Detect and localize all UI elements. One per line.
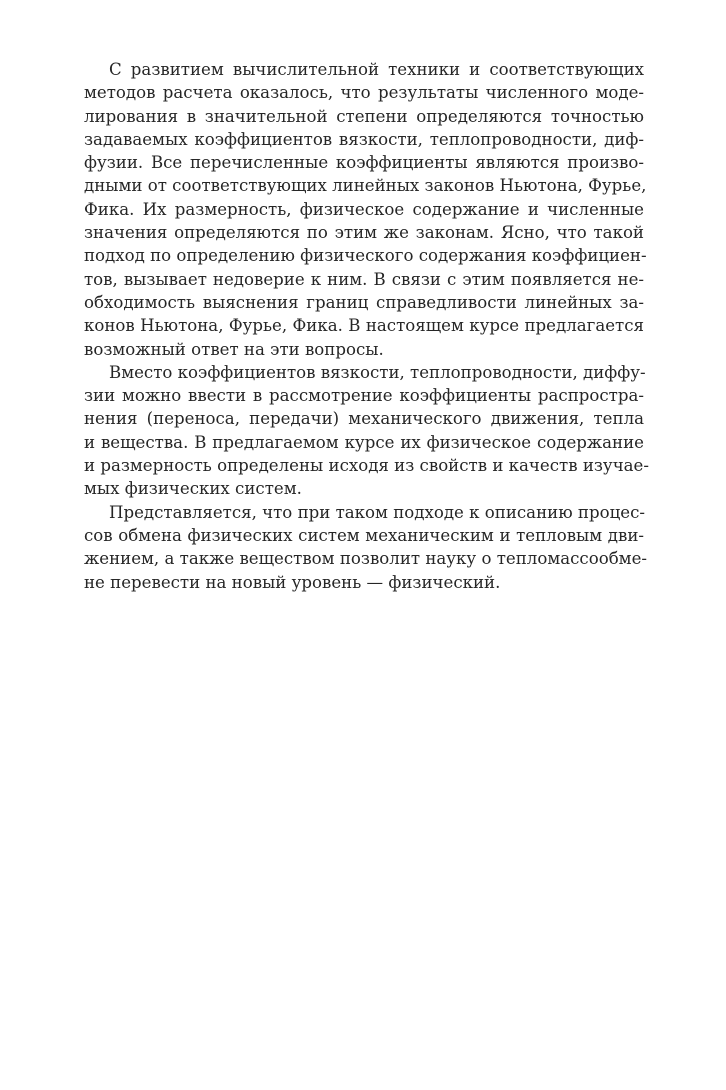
text-line: фузии. Все перечисленные коэффициенты являются произво- [84,153,644,173]
text-line: дными от соответствующих линейных законов Ньютона, Фурье, [84,176,647,196]
text-line: Фика. Их размерность, физическое содержание и численные [84,199,644,219]
text-line: сов обмена физических систем механическим и тепловым дви- [84,525,644,545]
paragraph-2 [84,361,649,501]
text-line: мых физических систем. [84,479,302,499]
text-line: подход по определению физического содержания коэффициен- [84,246,647,266]
text-line: зии можно ввести в рассмотрение коэффициенты распростра- [84,386,644,406]
paragraph-1 [84,58,647,361]
text-line: Вместо коэффициентов вязкости, теплопроводности, диффу- [109,362,646,382]
paragraph-3 [84,501,648,594]
text-line: и размерность определены исходя из свойств и качеств изучае- [84,456,649,476]
text-line: конов Ньютона, Фурье, Фика. В настоящем курсе предлагается [84,316,644,336]
text-line: С развитием вычислительной техники и соответствующих [109,60,644,79]
text-line: Представляется, что при таком подходе к описанию процес- [109,502,645,522]
text-line: и вещества. В предлагаемом курсе их физическое содержание [84,432,644,452]
text-line: тов, вызывает недоверие к ним. В связи с этим появляется не- [84,269,644,289]
page-body [84,58,649,594]
text-line: возможный ответ на эти вопросы. [84,339,384,359]
text-line: обходимость выяснения границ справедливости линейных за- [84,292,644,312]
text-line: жением, а также веществом позволит науку о тепломассообме- [84,549,648,569]
text-line: значения определяются по этим же законам. Ясно, что такой [84,223,644,243]
text-line: не перевести на новый уровень — физический. [84,572,501,592]
text-line: лирования в значительной степени определяются точностью [84,106,644,126]
text-line: нения (переноса, передачи) механического движения, тепла [84,409,644,429]
text-line: задаваемых коэффициентов вязкости, теплопроводности, диф- [84,129,644,149]
text-line: методов расчета оказалось, что результаты численного моде- [84,83,644,103]
